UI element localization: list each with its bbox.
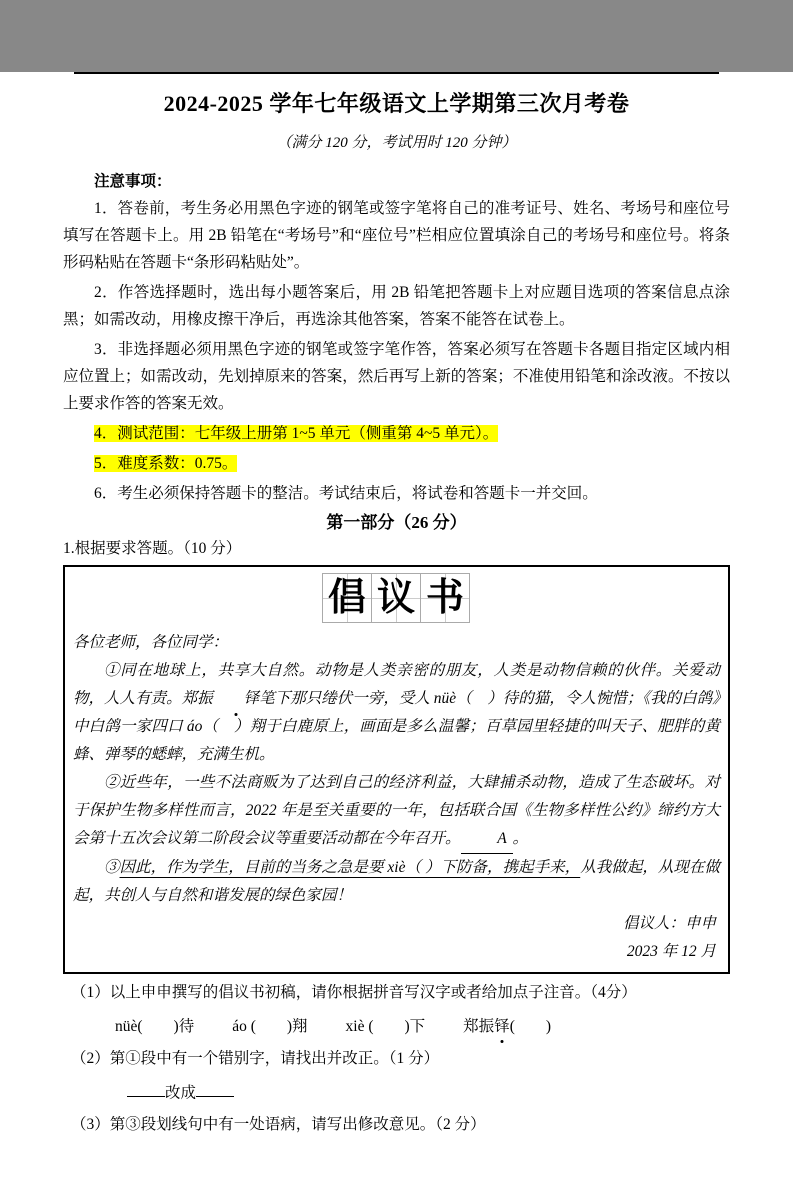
proposal-title-grid [73, 573, 720, 623]
pinyin-item-4-post: ( ) [509, 1018, 552, 1035]
notice-item-2: 2．作答选择题时，选出每小题答案后，用 2B 铅笔把答题卡上对应题目选项的答案信息点涂黑；如需改动，用橡皮擦干净后，再选涂其他答案，答案不能答在试卷上。 [63, 284, 730, 328]
proposal-salutation: 各位老师，各位同学： [73, 634, 229, 651]
exam-paper-page [0, 72, 793, 1194]
para1-dotted-char: 铎 [213, 685, 260, 713]
question-1-label: 1.根据要求答题。（10 分） [63, 540, 242, 557]
grid-cell-char-1: 倡 [322, 573, 372, 623]
page-content [63, 168, 730, 1138]
notice-item-1: 1．答卷前，考生务必用黑色字迹的钢笔或签字笔将自己的准考证号、姓名、考场号和座位号填写在答题卡上。用 2B 铅笔在“考场号”和“座位号”栏相应位置填涂自己的考场号和座位号。将条形码粘贴在答题卡“条形码粘贴处”。 [63, 200, 730, 271]
part1-heading: 第一部分（26 分） [326, 513, 467, 532]
para2-text-post: 。 [512, 830, 529, 847]
para1-text-post: 笔下那只绻伏一旁，受人 nüè（ ）待的猫，令人惋惜；《我的白鸽》中白鸽一家四口 áo（ ）翔于白鹿原上，画面是多么温馨；百草园里轻捷的叫天子、肥胖的黄蜂、弹琴的蟋蟀，充满生机。 [73, 690, 720, 763]
proposal-signer: 倡议人：申申 [622, 915, 716, 932]
notice-item-4 [63, 420, 730, 447]
para2-answer-blank: A [461, 825, 513, 854]
header-rule [74, 72, 719, 74]
pinyin-item-3: xiè ( )下 [345, 1018, 426, 1035]
answer-blank-right [196, 1080, 234, 1097]
notice-item-6: 6．考生必须保持答题卡的整洁。考试结束后，将试卷和答题卡一并交回。 [94, 485, 598, 502]
proposal-paragraph-1 [73, 657, 720, 769]
grid-cell-char-2: 议 [371, 573, 421, 623]
proposal-date: 2023 年 12 月 [626, 943, 716, 960]
correction-answer-row [63, 1080, 730, 1106]
subquestion-2: （2）第①段中有一个错别字，请找出并改正。（1 分） [71, 1050, 440, 1067]
proposal-paragraph-2 [73, 769, 720, 854]
proposal-box [63, 565, 730, 974]
pinyin-answer-row [63, 1014, 730, 1040]
highlighted-text-scope: 4．测试范围：七年级上册第 1~5 单元（侧重第 4~5 单元）。 [94, 425, 499, 442]
subquestion-3: （3）第③段划线句中有一处语病，请写出修改意见。（2 分） [71, 1116, 486, 1134]
para2-text-pre: ②近些年，一些不法商贩为了达到自己的经济利益，大肆捕杀动物，造成了生态破坏。对于保护生物多样性而言，2022 年是至关重要的一年，包括联合国《生物多样性公约》缔约方大会第十五次会议第二阶段会议等重要活动都在今年召开。 [73, 774, 720, 847]
pinyin-item-4-dotted-char: 铎 [494, 1014, 510, 1040]
pinyin-item-4 [463, 1018, 551, 1035]
subquestion-1: （1）以上申申撰写的倡议书初稿，请你根据拼音写汉字或者给加点子注音。（4分） [71, 984, 637, 1001]
page-title: 2024-2025 学年七年级语文上学期第三次月考卷 [163, 91, 630, 116]
pinyin-item-2: áo ( )翔 [232, 1018, 308, 1035]
para3-marker: ③ [104, 859, 120, 876]
correction-label: 改成 [165, 1084, 197, 1102]
notice-item-5 [63, 450, 730, 477]
para1-text-pre: ①同在地球上，共享大自然。动物是人类亲密的朋友，人类是动物信赖的伙伴。关爱动物，人人有责。郑振 [73, 662, 720, 707]
grid-cell-char-3: 书 [420, 573, 470, 623]
page-subtitle: （满分 120 分，考试用时 120 分钟） [276, 135, 517, 151]
highlighted-text-difficulty: 5．难度系数：0.75。 [94, 455, 238, 472]
pinyin-item-1: nüè( )待 [115, 1018, 195, 1035]
notice-item-3: 3．非选择题必须用黑色字迹的钢笔或签字笔作答，答案必须写在答题卡各题目指定区域内相应位置上；如需改动，先划掉原来的答案，然后再写上新的答案；不准使用铅笔和涂改液。不按以上要求作答的答案无效。 [63, 341, 730, 412]
pinyin-item-4-pre: 郑振 [463, 1018, 495, 1035]
notice-heading: 注意事项： [94, 173, 172, 190]
para3-text-rest: 从我做起，从现在做起，共创人与自然和谐发展的绿色家园！ [73, 859, 720, 904]
proposal-paragraph-3 [73, 854, 720, 910]
para3-underlined-sentence: 因此，作为学生，目前的当务之急是要 xiè（ ）下防备，携起手来， [119, 859, 581, 876]
answer-blank-left [127, 1080, 165, 1097]
